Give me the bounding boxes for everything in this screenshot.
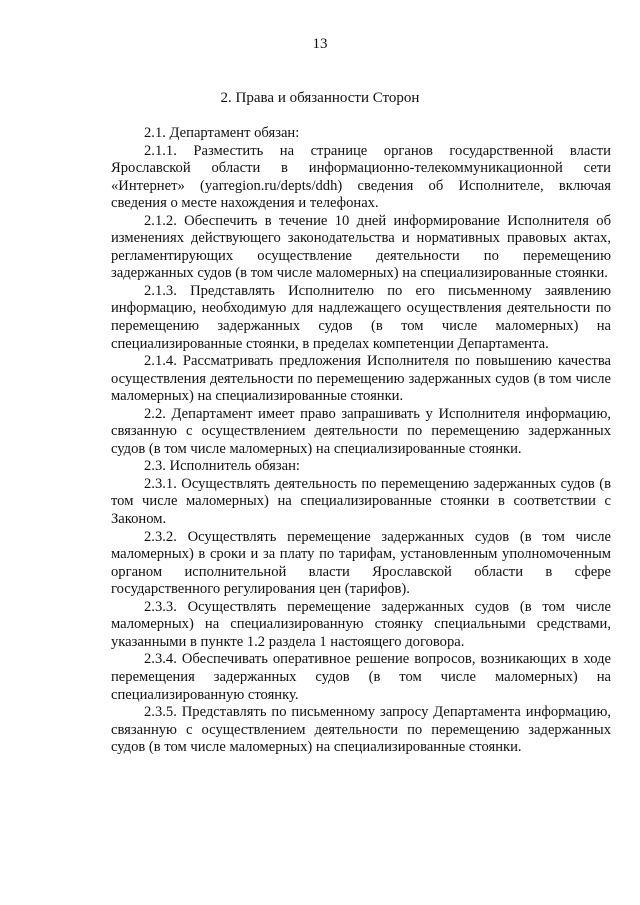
- clause-2-3-1: 2.3.1. Осуществлять деятельность по перемещению задержанных судов (в том числе маломерных) на специализированные стоянки в соответствии с Законом.: [111, 475, 611, 528]
- document-body: [111, 125, 611, 757]
- clause-2-2: 2.2. Департамент имеет право запрашивать у Исполнителя информацию, связанную с осуществлением деятельности по перемещению задержанных судов (в том числе маломерных) на специализированные стоянки.: [111, 405, 611, 457]
- page-number: 13: [312, 36, 328, 52]
- clause-2-3: 2.3. Исполнитель обязан:: [144, 458, 300, 475]
- clause-2-3-4: 2.3.4. Обеспечивать оперативное решение вопросов, возникающих в ходе перемещения задержанных судов (в том числе маломерных) на специализированную стоянку.: [111, 651, 611, 703]
- clause-2-1-2: 2.1.2. Обеспечить в течение 10 дней информирование Исполнителя об изменениях действующего законодательства и нормативных правовых актах, регламентирующих осуществление деятельности по перемещению задержанных судов (в том числе маломерных) на специализированные стоянки.: [111, 212, 611, 282]
- clause-2-1-1: 2.1.1. Разместить на странице органов государственной власти Ярославской области в информационно-телекоммуникационной сети «Интернет» (yarregion.ru/depts/ddh) сведения об Исполнителе, включая сведения о месте нахождения и телефонах.: [111, 142, 611, 212]
- clause-2-3-2: 2.3.2. Осуществлять перемещение задержанных судов (в том числе маломерных) в сроки и за плату по тарифам, установленным уполномоченным органом исполнительной власти Ярославской области в сфере государственного регулирования цен (тарифов).: [111, 528, 611, 598]
- clause-2-3-3: 2.3.3. Осуществлять перемещение задержанных судов (в том числе маломерных) на специализированную стоянку специальными средствами, указанными в пункте 1.2 раздела 1 настоящего договора.: [111, 598, 611, 650]
- section-title: 2. Права и обязанности Сторон: [220, 90, 420, 106]
- clause-2-3-5: 2.3.5. Представлять по письменному запросу Департамента информацию, связанную с осуществлением деятельности по перемещению задержанных судов (в том числе маломерных) на специализированные стоянки.: [111, 704, 611, 756]
- clause-2-1-3: 2.1.3. Представлять Исполнителю по его письменному заявлению информацию, необходимую для надлежащего осуществления деятельности по перемещению задержанных судов (в том числе маломерных) на специализированные стоянки, в пределах компетенции Департамента.: [111, 282, 611, 352]
- clause-2-1-4: 2.1.4. Рассматривать предложения Исполнителя по повышению качества осуществления деятельности по перемещению задержанных судов (в том числе маломерных) на специализированные стоянки.: [111, 353, 611, 405]
- clause-2-1: 2.1. Департамент обязан:: [144, 125, 300, 141]
